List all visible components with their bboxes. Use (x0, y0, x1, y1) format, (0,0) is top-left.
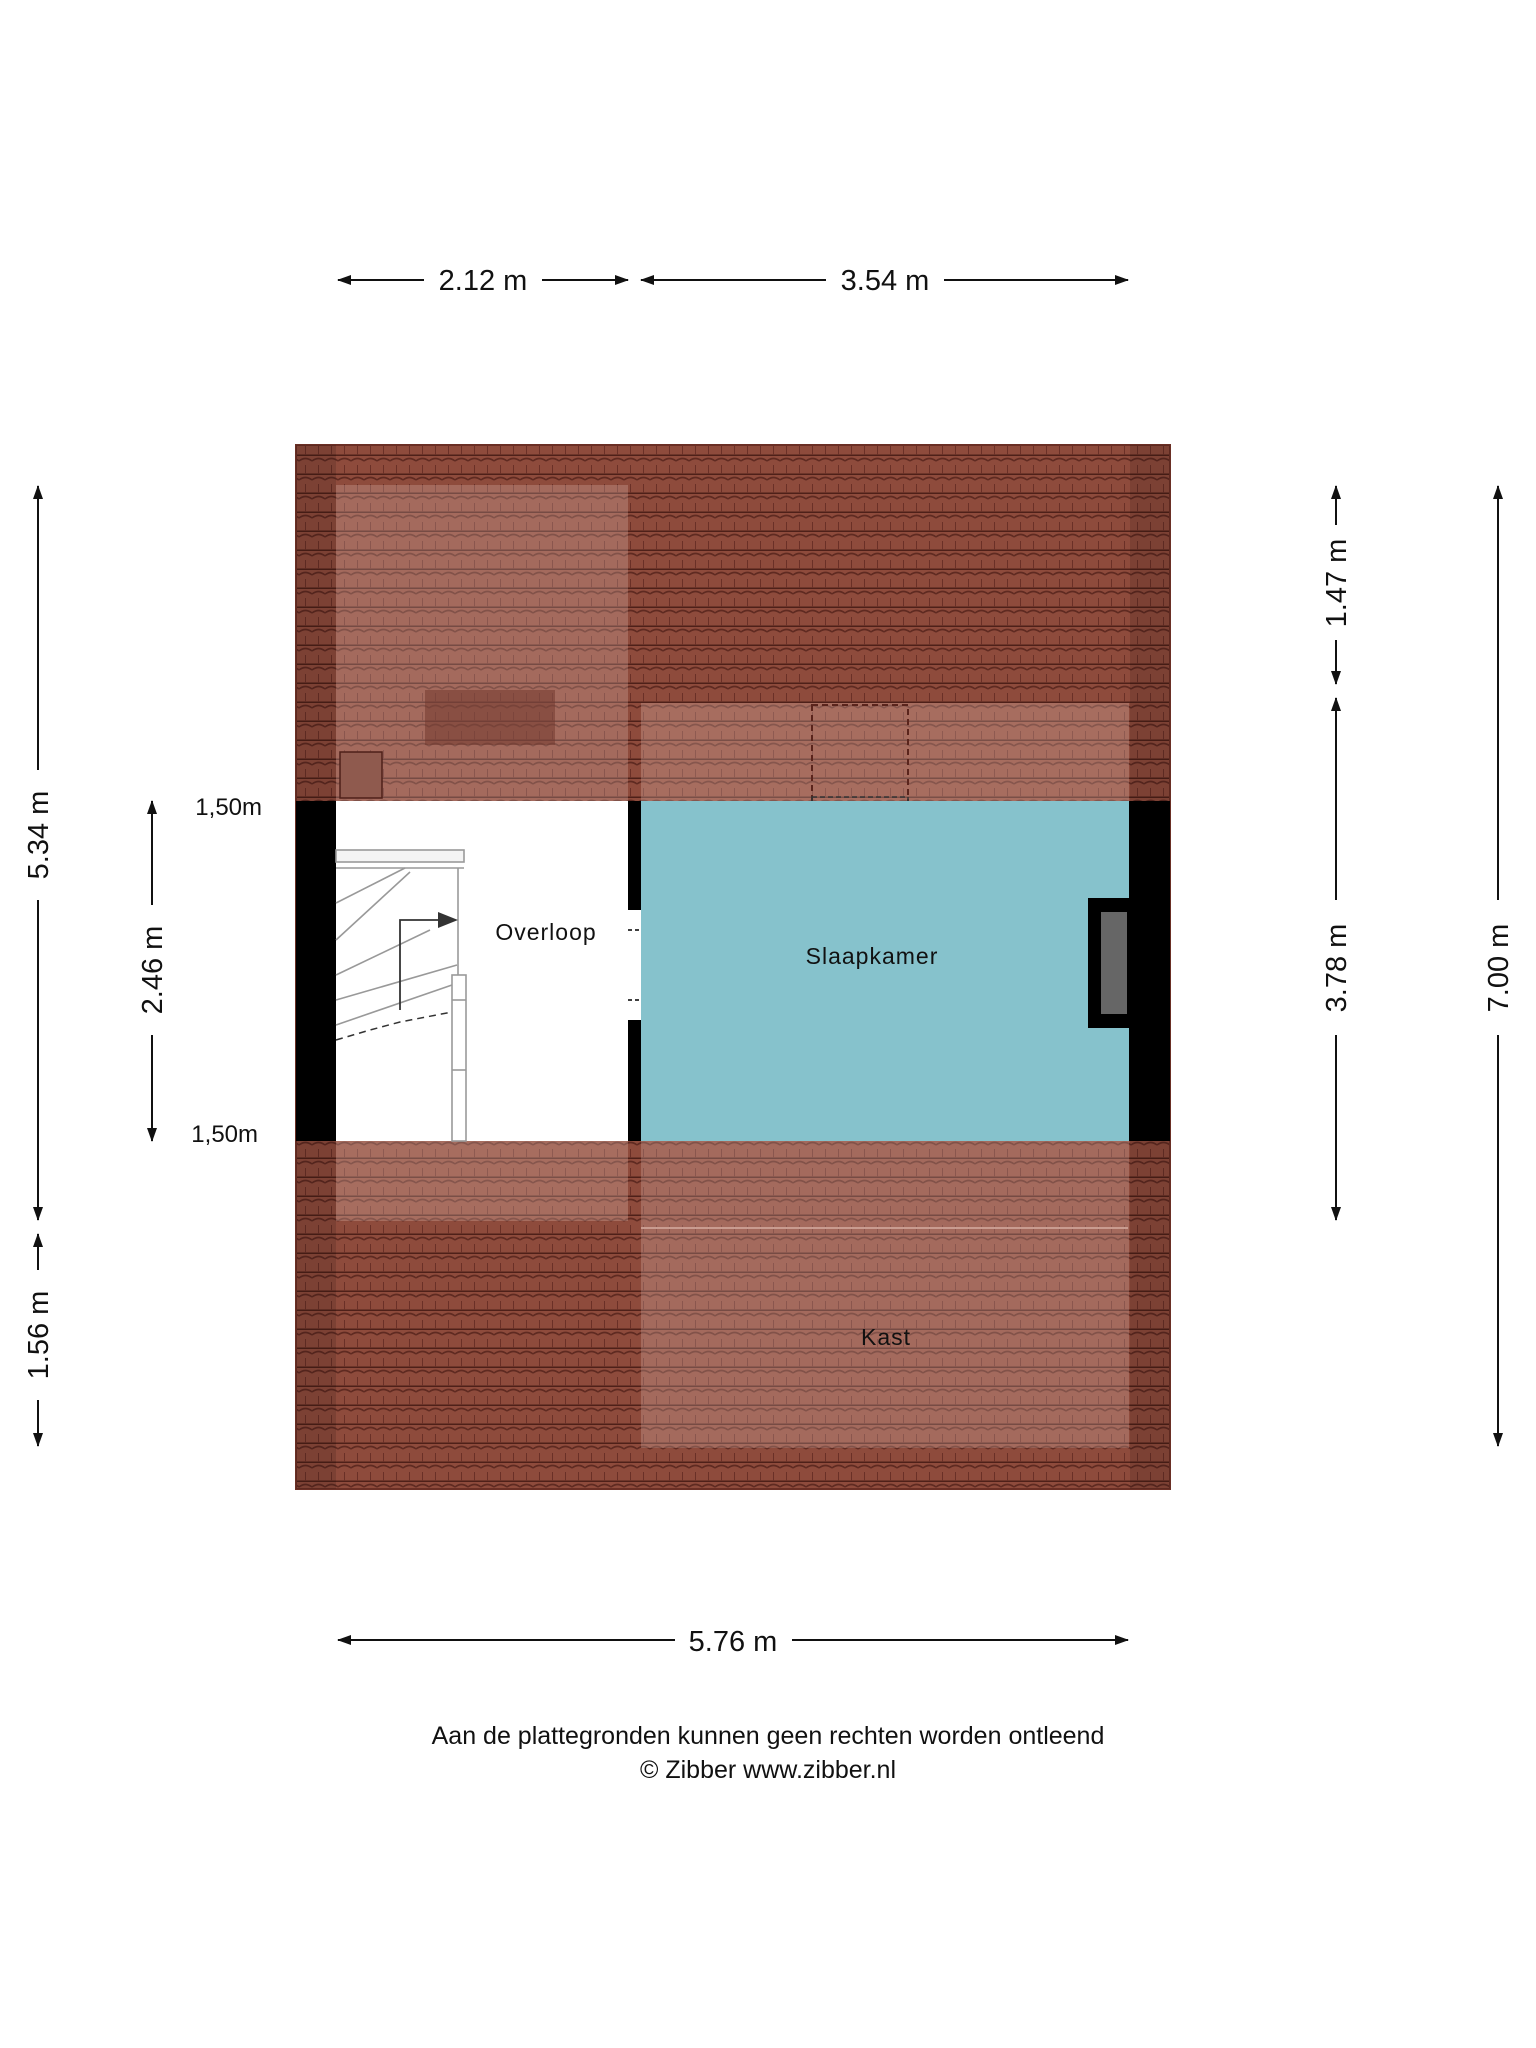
kast-area (641, 1141, 1129, 1448)
chimney (1088, 898, 1130, 1028)
dimension-top (338, 265, 1128, 297)
dim-left-lower: 1.56 m (23, 1290, 55, 1380)
room-label-slaapkamer: Slaapkamer (805, 943, 939, 969)
dim-left-upper: 5.34 m (23, 790, 55, 880)
dim-right-total: 7.00 m (1483, 923, 1515, 1013)
roof-overlay-right (641, 703, 1129, 801)
dim-bottom-total: 5.76 m (688, 1626, 778, 1658)
dimension-bottom (338, 1626, 1128, 1658)
dim-knee-bottom: 1,50m (191, 1121, 258, 1148)
dimension-left-inner (137, 794, 262, 1148)
dimension-left (23, 486, 55, 1446)
footer-disclaimer: Aan de plattegronden kunnen geen rechten worden ontleend (431, 1722, 1105, 1750)
room-label-kast: Kast (860, 1324, 912, 1350)
dimension-right-inner (1321, 486, 1353, 1220)
slaapkamer-floor (641, 801, 1129, 1141)
room-label-overloop: Overloop (495, 919, 597, 945)
dimension-right-outer (1483, 486, 1515, 1446)
dim-left-inner: 2.46 m (137, 925, 169, 1015)
dim-right-upper: 1.47 m (1321, 538, 1353, 628)
dim-top-left: 2.12 m (438, 265, 528, 297)
dim-right-lower: 3.78 m (1321, 923, 1353, 1013)
door-opening (628, 910, 641, 1020)
dim-top-right: 3.54 m (840, 265, 930, 297)
dim-knee-top: 1,50m (195, 794, 262, 821)
footer-copyright: © Zibber www.zibber.nl (639, 1756, 897, 1784)
